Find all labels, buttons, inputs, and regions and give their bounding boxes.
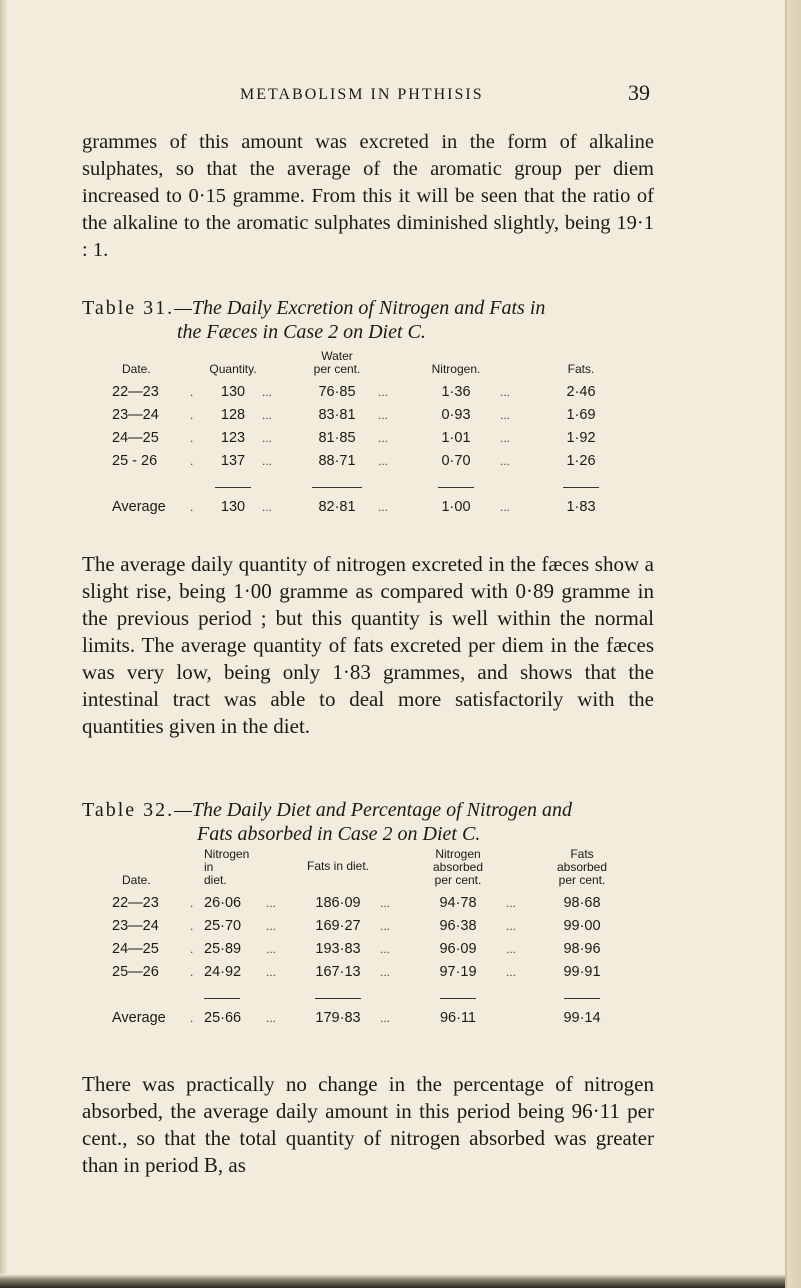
table-row: 25—26 . 24·92 ... 167·13 ... 97·19 ... 99·91 <box>112 963 601 980</box>
table-31-label: Table 31. <box>82 297 175 319</box>
page-bottom-shadow <box>0 1274 785 1288</box>
table-31 <box>112 350 622 518</box>
header-date: Date. <box>122 362 151 376</box>
header-fats-in-diet: Fats in diet. <box>306 859 370 873</box>
paragraph-3: There was practically no change in the percentage of nitrogen absorbed, the average daily amount in this period being 96·11 per cent., so that the total quantity of nitrogen absorbed was greater than in period B, as <box>82 1072 654 1177</box>
header-nitrogen-absorbed: Nitrogen absorbed per cent. <box>432 847 484 887</box>
header-fats: Fats. <box>567 362 595 376</box>
table-31-title-line1: —The Daily Excretion of Nitrogen and Fats in <box>174 297 546 319</box>
header-fats-absorbed: Fats absorbed per cent. <box>556 847 608 887</box>
total-rule <box>564 998 600 999</box>
header-quantity: Quantity. <box>209 362 257 376</box>
table-row: 22—23 . 130 ... 76·85 ... 1·36 ... 2·46 <box>112 383 596 400</box>
table-row: 25 - 26 . 137 ... 88·71 ... 0·70 ... 1·26 <box>112 452 596 469</box>
total-rule <box>312 487 362 488</box>
total-rule <box>315 998 361 999</box>
table-31-header-row <box>112 350 622 380</box>
table-32 <box>112 848 624 1029</box>
total-rule <box>438 487 474 488</box>
table-32-title-line1: —The Daily Diet and Percentage of Nitrogen and <box>174 799 573 821</box>
table-32-average-row: Average . 25·66 ... 179·83 ... 96·11 99·14 <box>112 1009 601 1026</box>
total-rule <box>215 487 251 488</box>
table-32-caption <box>82 798 662 846</box>
table-row: 22—23 . 26·06 ... 186·09 ... 94·78 ... 98·68 <box>112 894 601 911</box>
table-32-title-line2: Fats absorbed in Case 2 on Diet C. <box>197 823 481 845</box>
paragraph-2: The average daily quantity of nitrogen excreted in the fæces show a slight rise, being 1·00 gramme as compared with 0·89 gramme in the previous period ; but this quantity is well within the normal limits. The average quantity of fats excreted per diem in the fæces was very low, being only 1·83 grammes, and shows that the intestinal tract was able to deal more satisfactorily with the quantities given in the diet. <box>82 552 654 738</box>
header-nitrogen-in-diet: Nitrogen in diet. <box>204 847 250 887</box>
table-row: 24—25 . 25·89 ... 193·83 ... 96·09 ... 98·96 <box>112 940 601 957</box>
total-rule <box>440 998 476 999</box>
running-title: METABOLISM IN PHTHISIS <box>240 86 484 103</box>
page-header <box>240 80 650 105</box>
table-32-label: Table 32. <box>82 799 175 821</box>
table-32-header-row <box>112 848 624 891</box>
total-rule <box>204 998 240 999</box>
table-31-average-row: Average . 130 ... 82·81 ... 1·00 ... 1·83 <box>112 498 596 515</box>
table-row: 24—25 . 123 ... 81·85 ... 1·01 ... 1·92 <box>112 429 596 446</box>
table-31-total-rules <box>112 472 622 495</box>
header-water: Water per cent. <box>313 349 361 376</box>
table-row: 23—24 . 128 ... 83·81 ... 0·93 ... 1·69 <box>112 406 596 423</box>
table-row: 23—24 . 25·70 ... 169·27 ... 96·38 ... 99·00 <box>112 917 601 934</box>
table-31-title-line2: the Fæces in Case 2 on Diet C. <box>177 321 426 343</box>
header-date: Date. <box>122 873 151 887</box>
table-31-caption <box>82 296 662 344</box>
page-number: 39 <box>628 80 650 105</box>
header-nitrogen: Nitrogen. <box>431 362 481 376</box>
paragraph-1: grammes of this amount was excreted in the form of alkaline sulphates, so that the average of the aromatic group per diem increased to 0·15 gramme. From this it will be seen that the ratio of the alkaline to the aromatic sulphates diminished slightly, being 19·1 : 1. <box>82 130 654 261</box>
total-rule <box>563 487 599 488</box>
page-edge <box>787 0 801 1288</box>
page-spine-shadow <box>0 0 8 1288</box>
table-32-total-rules <box>112 983 624 1006</box>
